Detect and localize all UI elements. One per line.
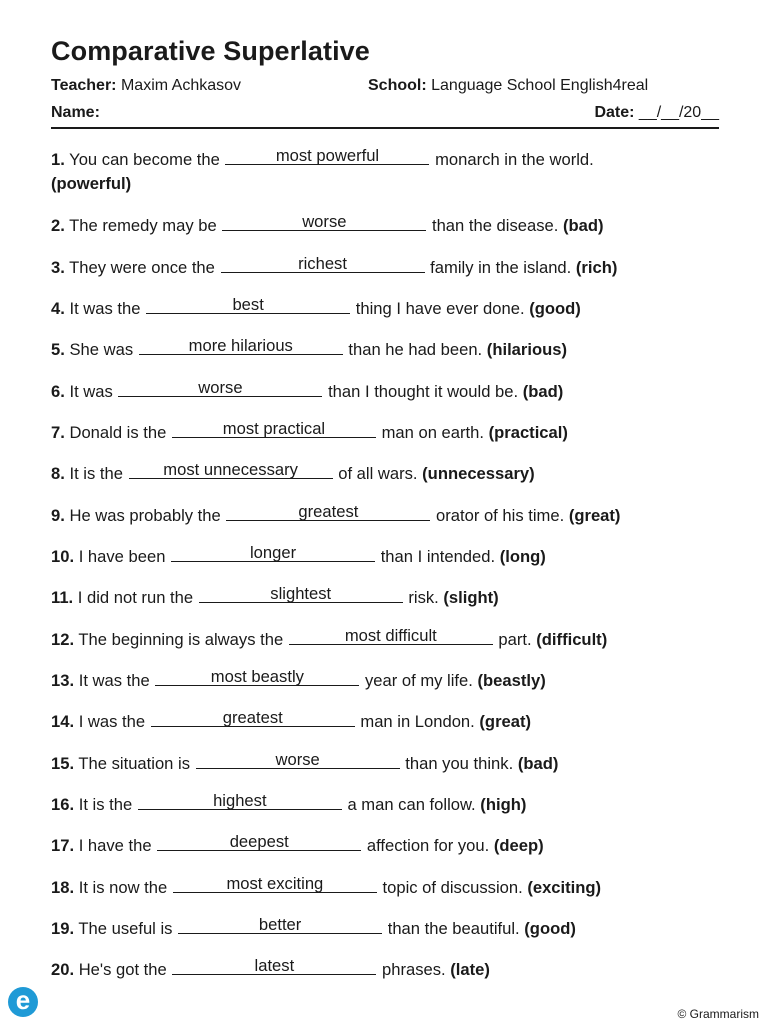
- answer-text: slightest: [270, 584, 332, 603]
- question-item: [51, 297, 581, 321]
- question-text-before: I have the: [78, 836, 152, 855]
- answer-blank[interactable]: [129, 462, 333, 479]
- question-text-after: part.: [498, 630, 532, 649]
- question-number: 11.: [51, 588, 74, 607]
- question-text-after: than he had been.: [348, 340, 483, 359]
- question-number: 13.: [51, 671, 75, 690]
- answer-blank[interactable]: [172, 958, 376, 975]
- question-hint: (exciting): [527, 878, 602, 897]
- question-item: [51, 876, 601, 900]
- question-text-before: It was: [69, 382, 113, 401]
- answer-text: richest: [298, 254, 347, 273]
- question-item: [51, 338, 567, 362]
- question-text-before: The situation is: [78, 754, 190, 773]
- question-number: 12.: [51, 630, 75, 649]
- question-text-after: than you think.: [405, 754, 514, 773]
- question-text-after: than I intended.: [380, 547, 496, 566]
- answer-blank[interactable]: [221, 256, 425, 273]
- question-number: 2.: [51, 216, 65, 235]
- question-hint: (late): [450, 960, 490, 979]
- question-text-before: I have been: [78, 547, 166, 566]
- question-text-after: family in the island.: [430, 258, 572, 277]
- question-text-after: than the disease.: [431, 216, 559, 235]
- question-item: [51, 545, 546, 569]
- question-text-before: They were once the: [69, 258, 215, 277]
- question-hint: (slight): [443, 588, 499, 607]
- question-number: 19.: [51, 919, 75, 938]
- question-text-before: I was the: [78, 712, 146, 731]
- answer-text: most exciting: [226, 874, 324, 893]
- question-item: [51, 752, 558, 776]
- question-text-before: He's got the: [78, 960, 167, 979]
- name-line: [51, 103, 100, 123]
- teacher-label: Teacher:: [51, 77, 117, 94]
- question-text-before: Donald is the: [69, 423, 167, 442]
- answer-blank[interactable]: [139, 338, 343, 355]
- question-item: [51, 793, 526, 817]
- answer-text: most unnecessary: [163, 460, 298, 479]
- answer-text: worse: [302, 212, 347, 231]
- answer-blank[interactable]: [196, 752, 400, 769]
- question-number: 6.: [51, 382, 65, 401]
- question-item: [51, 628, 607, 652]
- question-text-after: than I thought it would be.: [328, 382, 519, 401]
- answer-text: latest: [254, 956, 295, 975]
- question-hint: (great): [568, 506, 621, 525]
- question-number: 4.: [51, 299, 65, 318]
- teacher-value: Maxim Achkasov: [120, 77, 242, 94]
- question-item: [51, 586, 499, 610]
- question-text-after: a man can follow.: [347, 795, 476, 814]
- question-text-after: phrases.: [382, 960, 446, 979]
- question-text-after: man on earth.: [381, 423, 484, 442]
- question-hint: (beastly): [477, 671, 546, 690]
- page-title: Comparative Superlative: [51, 36, 370, 66]
- question-item: [51, 834, 544, 858]
- question-text-before: It is the: [78, 795, 133, 814]
- question-text-before: She was: [69, 340, 134, 359]
- answer-text: longer: [249, 543, 297, 562]
- teacher-line: [51, 76, 241, 96]
- answer-blank[interactable]: [173, 876, 377, 893]
- answer-blank[interactable]: [146, 297, 350, 314]
- question-text-after: of all wars.: [338, 464, 418, 483]
- question-item: [51, 462, 535, 486]
- question-text-after: thing I have ever done.: [355, 299, 525, 318]
- question-text-after: orator of his time.: [436, 506, 565, 525]
- question-text-before: I did not run the: [77, 588, 194, 607]
- question-hint: (bad): [522, 382, 564, 401]
- question-item: [51, 256, 617, 280]
- answer-blank[interactable]: [289, 628, 493, 645]
- answer-text: worse: [198, 378, 243, 397]
- question-text-before: It is the: [69, 464, 123, 483]
- answer-text: better: [258, 915, 302, 934]
- school-line: [368, 76, 648, 96]
- question-text-before: It was the: [78, 671, 150, 690]
- question-hint: (good): [524, 919, 576, 938]
- date-label: Date:: [594, 104, 635, 121]
- question-text-after: topic of discussion.: [382, 878, 523, 897]
- question-text-before: The useful is: [78, 919, 173, 938]
- answer-text: most powerful: [275, 146, 380, 165]
- question-item: [51, 148, 594, 196]
- question-text-before: He was probably the: [69, 506, 221, 525]
- question-text-before: It was the: [69, 299, 141, 318]
- question-hint: (practical): [488, 423, 568, 442]
- question-number: 14.: [51, 712, 75, 731]
- question-number: 15.: [51, 754, 75, 773]
- answer-blank[interactable]: [172, 421, 376, 438]
- question-item: [51, 214, 604, 238]
- answer-text: highest: [213, 791, 267, 810]
- question-number: 16.: [51, 795, 75, 814]
- name-label: Name:: [51, 104, 100, 121]
- question-item: [51, 710, 531, 734]
- question-number: 9.: [51, 506, 65, 525]
- question-text-after: man in London.: [360, 712, 475, 731]
- answer-blank[interactable]: [155, 669, 359, 686]
- answer-text: most difficult: [344, 626, 437, 645]
- question-number: 20.: [51, 960, 75, 979]
- question-text-before: You can become the: [69, 150, 220, 169]
- answer-blank[interactable]: [222, 214, 426, 231]
- answer-text: greatest: [298, 502, 359, 521]
- question-item: [51, 504, 620, 528]
- question-number: 3.: [51, 258, 65, 277]
- answer-text: greatest: [222, 708, 283, 727]
- question-hint: (bad): [517, 754, 559, 773]
- answer-blank[interactable]: [118, 380, 322, 397]
- answer-text: more hilarious: [188, 336, 293, 355]
- answer-text: worse: [275, 750, 320, 769]
- answer-blank[interactable]: [199, 586, 403, 603]
- header-divider: [51, 127, 719, 129]
- question-item: [51, 380, 563, 404]
- answer-blank[interactable]: [171, 545, 375, 562]
- question-text-before: The beginning is always the: [78, 630, 284, 649]
- question-number: 1.: [51, 150, 65, 169]
- question-hint: (long): [499, 547, 546, 566]
- question-hint: (unnecessary): [422, 464, 535, 483]
- date-line: [594, 103, 719, 123]
- question-item: [51, 958, 490, 982]
- question-text-after: monarch in the world.: [435, 150, 594, 169]
- question-number: 7.: [51, 423, 65, 442]
- answer-text: most beastly: [210, 667, 304, 686]
- school-value: Language School English4real: [431, 77, 649, 94]
- question-item: [51, 669, 546, 693]
- answer-text: most practical: [222, 419, 326, 438]
- answer-blank[interactable]: [226, 504, 430, 521]
- question-number: 10.: [51, 547, 75, 566]
- question-hint: (high): [480, 795, 527, 814]
- question-hint: (hilarious): [486, 340, 568, 359]
- copyright: © Grammarism: [677, 1007, 759, 1021]
- question-text-after: than the beautiful.: [387, 919, 520, 938]
- school-label: School:: [368, 77, 427, 94]
- question-number: 18.: [51, 878, 75, 897]
- answer-blank[interactable]: [151, 710, 355, 727]
- question-text-after: year of my life.: [364, 671, 473, 690]
- question-item: [51, 421, 568, 445]
- answer-blank[interactable]: [178, 917, 382, 934]
- answer-blank[interactable]: [225, 148, 429, 165]
- answer-blank[interactable]: [138, 793, 342, 810]
- question-hint: (deep): [493, 836, 544, 855]
- question-hint: (rich): [575, 258, 618, 277]
- question-hint: (difficult): [536, 630, 608, 649]
- question-hint: (good): [529, 299, 581, 318]
- question-text-after: affection for you.: [366, 836, 490, 855]
- question-number: 5.: [51, 340, 65, 359]
- e-logo-icon: e: [8, 987, 38, 1017]
- question-number: 17.: [51, 836, 75, 855]
- question-hint: (great): [479, 712, 532, 731]
- answer-text: deepest: [229, 832, 289, 851]
- question-item: [51, 917, 576, 941]
- question-hint: (bad): [562, 216, 604, 235]
- answer-text: best: [232, 295, 264, 314]
- question-text-before: It is now the: [78, 878, 168, 897]
- question-hint: (powerful): [51, 174, 132, 193]
- date-value: __/__/20__: [638, 104, 719, 121]
- question-text-before: The remedy may be: [69, 216, 217, 235]
- question-number: 8.: [51, 464, 65, 483]
- answer-blank[interactable]: [157, 834, 361, 851]
- question-text-after: risk.: [408, 588, 439, 607]
